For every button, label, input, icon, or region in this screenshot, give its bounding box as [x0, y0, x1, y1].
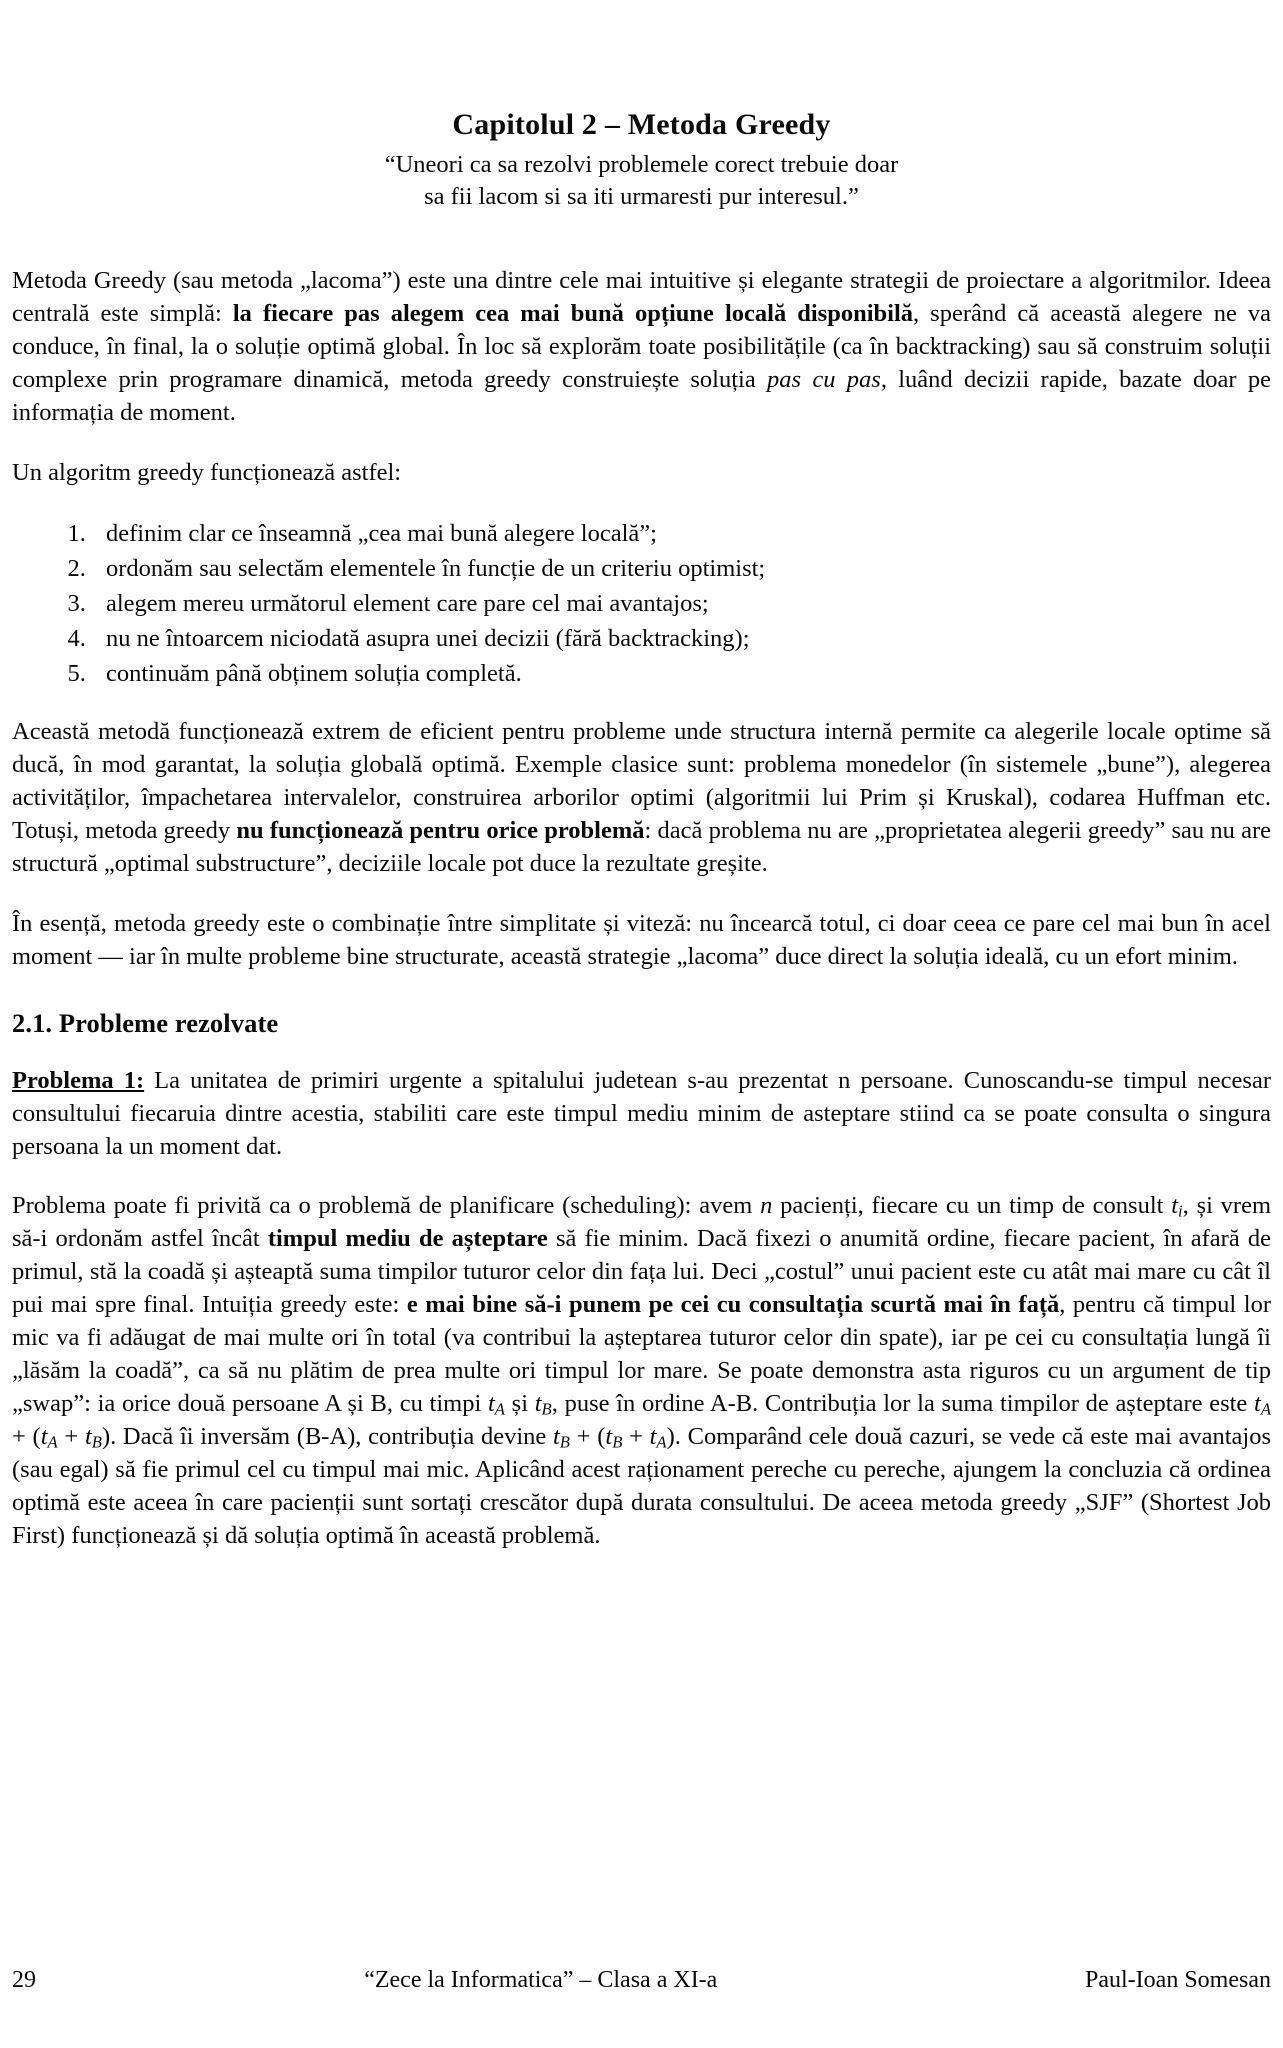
list-item: 4. nu ne întoarcem niciodată asupra unei decizii (fără backtracking); — [92, 622, 1271, 655]
intro-p1-text-1: Metoda Greedy (sau metoda „lacoma”) este una dintre cele mai intuitive și elegante strategii de proiectare a algoritmilor. Ideea centrală este simplă: — [12, 267, 1271, 328]
intro-p1-text-3: , luând decizii rapide, bazate doar pe informația de moment. — [12, 365, 1271, 426]
intro-p3-bold: nu funcționează pentru orice problemă — [236, 816, 645, 844]
intro-paragraph-4: În esență, metoda greedy este o combinație între simplitate și viteză: nu încearcă totul, ci doar ceea ce pare cel mai bun în acel moment — iar în multe probleme bine structurate, această strategie „lacoma” duce direct la soluția ideală, cu un efort minim. — [12, 909, 1271, 970]
intro-p1-italic: pas cu pas — [767, 365, 881, 393]
sol-text-3: , și vrem să-i ordonăm astfel încât — [12, 1192, 1272, 1253]
page-footer — [12, 1967, 1271, 1994]
intro-paragraph-3 — [12, 716, 1271, 881]
intro-paragraph-1 — [12, 265, 1271, 430]
list-item: 2. ordonăm sau selectăm elementele în funcție de un criteriu optimist; — [92, 552, 1271, 585]
sol-bold-1: timpul mediu de așteptare — [267, 1225, 548, 1253]
problem-1-label: Problema 1: — [12, 1066, 145, 1094]
sol-text-6: și — [504, 1390, 535, 1418]
footer-book-title: “Zece la Informatica” – Clasa a XI-a — [364, 1967, 718, 1993]
intro-paragraph-2: Un algoritm greedy funcționează astfel: — [12, 458, 402, 486]
math-var-tB-1-base: t — [534, 1390, 542, 1418]
chapter-epigraph — [12, 149, 1271, 214]
epigraph-line-1: “Uneori ca sa rezolvi problemele corect trebuie doar — [384, 150, 899, 178]
footer-page-number: 29 — [12, 1967, 36, 1993]
math-expression-2: $t_B + (t_B + t_A)$ — [552, 1423, 675, 1452]
list-item: 3. alegem mereu următorul element care pare cel mai avantajos; — [92, 587, 1271, 620]
math-var-n: n — [760, 1192, 773, 1220]
math-var-tA-1 — [488, 1390, 505, 1417]
section-heading-2-1: 2.1. Probleme rezolvate — [12, 1007, 279, 1038]
footer-author: Paul-Ioan Somesan — [1085, 1967, 1271, 1993]
list-item: 5. continuăm până obținem soluția completă. — [92, 657, 1271, 690]
sol-text-4: să fie minim. Dacă fixezi o anumită ordine, fiecare pacient, în afară de primul, stă la coadă și așteaptă suma timpilor tuturor celor din fața lui. Deci „costul” unui pacient este cu atât mai mare cu cât îl pui mai spre final. Intuiția greedy este: — [12, 1225, 1272, 1319]
sol-text-7: , puse în ordine A-B. Contribuția lor la suma timpilor de așteptare este — [551, 1390, 1254, 1418]
sol-text-8: . Dacă îi inversăm (B-A), contribuția devine — [110, 1423, 553, 1451]
document-body — [12, 265, 1271, 1553]
math-var-ti-base: t — [1171, 1192, 1179, 1220]
intro-p1-text-2: , sperând că această alegere ne va conduce, în final, la o soluție optimă global. În loc să explorăm toate posibilitățile (ca în backtracking) sau să construim soluții complexe prin programare dinamică, metoda greedy construiește soluția — [12, 300, 1271, 393]
math-expression-1: $t_A + (t_A + t_B)$ — [12, 1390, 1271, 1452]
math-var-tB-1-sub: B — [541, 1399, 552, 1419]
math-var-ti — [1171, 1192, 1183, 1222]
math-var-tB-1 — [535, 1390, 552, 1417]
intro-p3-text-1: Această metodă funcționează extrem de eficient pentru probleme unde structura internă permite ca alegerile locale optime să ducă, în mod garantat, la soluția globală optimă. Exemple clasice sunt: problema monedelor (în sistemele „bune”), alegerea activităților, împachetarea intervalelor, construirea arborilor optimi (algoritmii lui Prim și Kruskal), codarea Huffman etc. Totuși, metoda greedy — [12, 718, 1271, 844]
sol-text-9: . Comparând cele două cazuri, se vede că este mai avantajos (sau egal) să fie primul cel cu timpul mai mic. Aplicând acest raționament pereche cu pereche, ajungem la concluzia că ordinea optimă este aceea în care pacienții sunt sortați crescător după durata consultului. De aceea metoda greedy „SJF” (Shortest Job First) funcționează și dă soluția optimă în această problemă. — [12, 1423, 1272, 1549]
sol-text-2: pacienți, fiecare cu un timp de consult — [772, 1192, 1172, 1220]
sol-bold-2: e mai bine să-i punem pe cei cu consultația scurtă mai în față — [406, 1291, 1060, 1319]
problem-1-text: La unitatea de primiri urgente a spitalului judetean s-au prezentat n persoane. Cunoscandu-se timpul necesar consultului fiecaruia dintre acestia, stabiliti care este timpul mediu minim de asteptare stiind ca se poate consulta o singura persoana la un moment dat. — [12, 1066, 1272, 1160]
math-var-ti-sub: i — [1178, 1202, 1183, 1222]
list-item: 1. definim clar ce înseamnă „cea mai bună alegere locală”; — [92, 517, 1271, 550]
intro-p1-bold: la fiecare pas alegem cea mai bună opțiune locală disponibilă — [232, 300, 914, 328]
sol-text-5: , pentru că timpul lor mic va fi adăugat de mai multe ori în total (va contribui la așteptarea tuturor celor din spate), iar pe cei cu consultația lungă îi „lăsăm la coadă”, ca să nu plătim de prea multe ori timpul lor mare. Se poate demonstra asta riguros cu un argument de tip „swap”: ia orice două persoane A și B, cu timpi — [12, 1291, 1271, 1418]
page-title: Capitolul 2 – Metoda Greedy — [452, 108, 831, 141]
epigraph-line-2: sa fii lacom si sa iti urmaresti pur interesul.” — [424, 182, 859, 210]
math-var-tA-1-base: t — [487, 1390, 495, 1418]
intro-p3-text-2: : dacă problema nu are „proprietatea alegerii greedy” sau nu are structură „optimal substructure”, deciziile locale pot duce la rezultate greșite. — [12, 816, 1271, 877]
problem-1-statement — [12, 1065, 1271, 1164]
math-var-tA-1-sub: A — [494, 1399, 505, 1419]
sol-text-1: Problema poate fi privită ca o problemă de planificare (scheduling): avem — [12, 1192, 761, 1220]
greedy-steps-list — [12, 517, 1271, 690]
problem-1-solution — [12, 1190, 1271, 1552]
